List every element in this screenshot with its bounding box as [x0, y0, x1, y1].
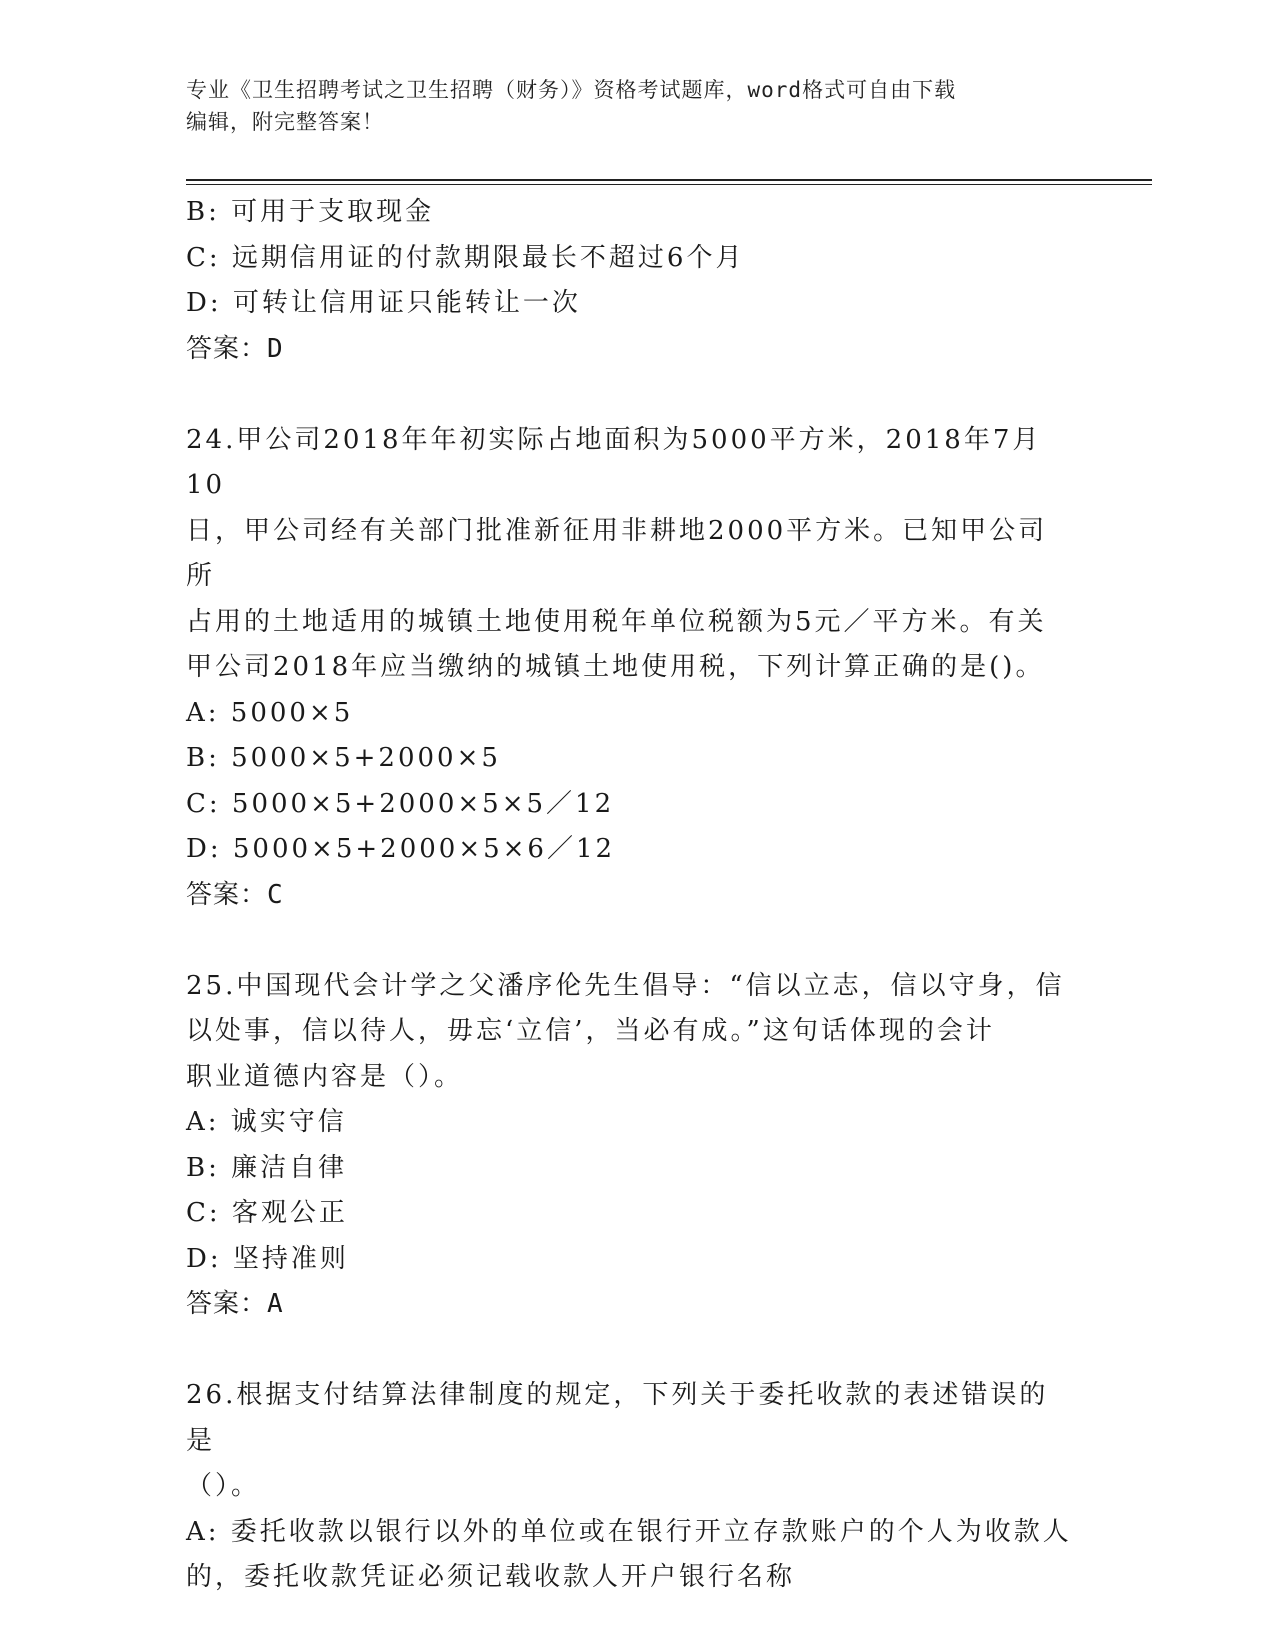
question-stem-line: 25.中国现代会计学之父潘序伦先生倡导：“信以立志，信以守身，信 [186, 970, 1065, 1001]
header-line-2: 编辑，附完整答案！ [186, 110, 384, 134]
spacer [186, 1328, 1076, 1374]
option-d: D: 可转让信用证只能转让一次 [186, 288, 581, 318]
question-25-block [186, 964, 1076, 1328]
question-stem-line: 24.甲公司2018年年初实际占地面积为5000平方米，2018年7月10 [186, 424, 1042, 500]
option-c: C: 客观公正 [186, 1198, 348, 1228]
option-a: A: 委托收款以银行以外的单位或在银行开立存款账户的个人为收款人 [186, 1516, 1072, 1547]
answer-line: 答案：A [186, 1289, 284, 1319]
question-26-block [186, 1373, 1076, 1601]
option-a-continuation: 的，委托收款凭证必须记载收款人开户银行名称 [186, 1562, 796, 1592]
answer-line: 答案：C [186, 879, 284, 910]
option-a: A: 诚实守信 [186, 1107, 347, 1137]
question-stem-line: （）。 [186, 1471, 261, 1501]
document-body [186, 190, 1076, 1601]
option-b: B: 5000×5+2000×5 [186, 743, 501, 773]
question-stem-line: 日，甲公司经有关部门批准新征用非耕地2000平方米。已知甲公司所 [186, 515, 1048, 591]
answer-line: 答案：D [186, 333, 284, 364]
question-stem-line: 甲公司2018年应当缴纳的城镇土地使用税，下列计算正确的是()。 [186, 652, 1045, 682]
question-23-block [186, 190, 1076, 372]
option-b: B: 可用于支取现金 [186, 197, 435, 227]
document-header [186, 74, 1066, 138]
option-a: A: 5000×5 [186, 697, 354, 728]
option-c: C: 远期信用证的付款期限最长不超过6个月 [186, 242, 745, 273]
header-line-1: 专业《卫生招聘考试之卫生招聘（财务）》资格考试题库，word格式可自由下载 [186, 78, 957, 102]
header-divider-thin [186, 184, 1152, 185]
question-stem-line: 职业道德内容是（）。 [186, 1061, 464, 1092]
option-d: D: 5000×5+2000×5×6／12 [186, 834, 616, 864]
question-stem-line: 26.根据支付结算法律制度的规定，下列关于委托收款的表述错误的是 [186, 1380, 1049, 1456]
question-stem-line: 以处事，信以待人，毋忘‘立信’，当必有成。”这句话体现的会计 [186, 1016, 995, 1046]
spacer [186, 918, 1076, 964]
header-divider-thick [186, 179, 1152, 181]
option-c: C: 5000×5+2000×5×5／12 [186, 788, 615, 819]
option-d: D: 坚持准则 [186, 1243, 349, 1274]
option-b: B: 廉洁自律 [186, 1152, 348, 1183]
spacer [186, 372, 1076, 418]
question-stem-line: 占用的土地适用的城镇土地使用税年单位税额为5元／平方米。有关 [186, 606, 1047, 637]
question-24-block [186, 418, 1076, 919]
